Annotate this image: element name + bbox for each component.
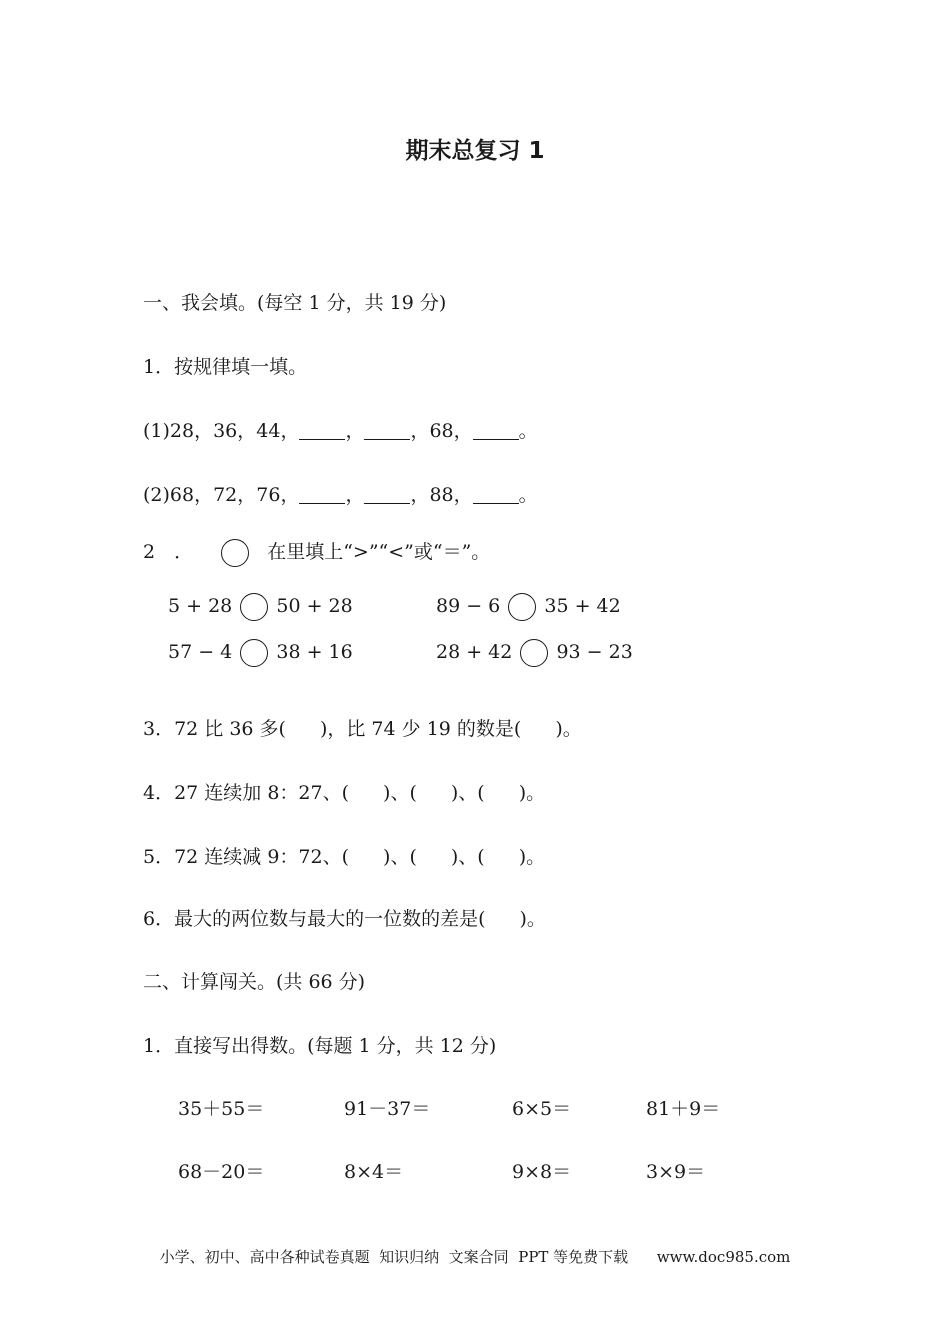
compare-item [436,639,633,667]
seq1-mid: ， [345,420,365,442]
seq1-prefix: (1)28，36，44， [143,420,300,442]
q6-text: 6．最大的两位数与最大的一位数的差是( [143,908,486,930]
compare-circle[interactable] [240,593,268,621]
calc-item: 91－37＝ [344,1098,431,1120]
q2-label-start: 2 ． [143,541,194,563]
seq2-known: ，88， [410,484,473,506]
q1-sequence-1 [143,416,538,443]
q2-label-end: 在里填上“>”“<”或“＝”。 [267,541,491,563]
compare-circle[interactable] [520,639,548,667]
q5-text: 5．72 连续减 9：72、( [143,846,350,868]
circle-icon [221,539,249,567]
q5-text: )、( [383,846,417,868]
seq1-end: 。 [518,420,538,442]
compare-right: 50 + 28 [276,595,353,617]
calc-item: 3×9＝ [646,1161,706,1183]
answer-blank[interactable] [473,485,519,504]
calc-item: 9×8＝ [512,1161,572,1183]
seq1-known: ，68， [410,420,473,442]
q5-text: )。 [518,846,546,868]
calc-item: 35＋55＝ [178,1098,265,1120]
q3-text: )，比 74 少 19 的数是( [319,718,522,740]
q5 [143,842,545,869]
compare-item [168,593,353,621]
q3-text: 3．72 比 36 多( [143,718,286,740]
section1-heading: 一、我会填。(每空 1 分，共 19 分) [143,292,447,314]
q4-text: 4．27 连续加 8：27、( [143,782,350,804]
answer-blank[interactable] [299,421,345,440]
q6 [143,904,546,931]
q2-label [143,537,490,567]
compare-circle[interactable] [240,639,268,667]
compare-right: 38 + 16 [276,641,353,663]
footer-text: 小学、初中、高中各种试卷真题 知识归纳 文案合同 PPT 等免费下载 www.doc985.com [159,1248,791,1266]
calc-item: 81＋9＝ [646,1098,721,1120]
q4-text: )、( [383,782,417,804]
answer-blank[interactable] [364,421,410,440]
answer-blank[interactable] [473,421,519,440]
section2-heading: 二、计算闯关。(共 66 分) [143,971,366,993]
calc-item: 8×4＝ [344,1161,404,1183]
seq2-end: 。 [518,484,538,506]
calc-item: 68－20＝ [178,1161,265,1183]
compare-left: 89 − 6 [436,595,501,617]
compare-right: 93 − 23 [556,641,633,663]
compare-item [168,639,353,667]
compare-left: 28 + 42 [436,641,513,663]
compare-right: 35 + 42 [544,595,621,617]
page-title: 期末总复习 1 [405,138,545,164]
section2-q1-label: 1．直接写出得数。(每题 1 分，共 12 分) [143,1035,497,1057]
compare-left: 57 − 4 [168,641,233,663]
answer-blank[interactable] [299,485,345,504]
seq2-mid: ， [345,484,365,506]
compare-circle[interactable] [508,593,536,621]
q4 [143,778,545,805]
compare-item [436,593,621,621]
q3 [143,714,582,741]
compare-left: 5 + 28 [168,595,233,617]
q5-text: )、( [450,846,485,868]
q4-text: )、( [450,782,485,804]
q3-text: )。 [555,718,582,740]
q6-text: )。 [519,908,546,930]
calc-item: 6×5＝ [512,1098,572,1120]
q1-sequence-2 [143,480,538,507]
q1-label: 1．按规律填一填。 [143,356,308,378]
answer-blank[interactable] [364,485,410,504]
seq2-prefix: (2)68，72，76， [143,484,300,506]
q4-text: )。 [518,782,546,804]
